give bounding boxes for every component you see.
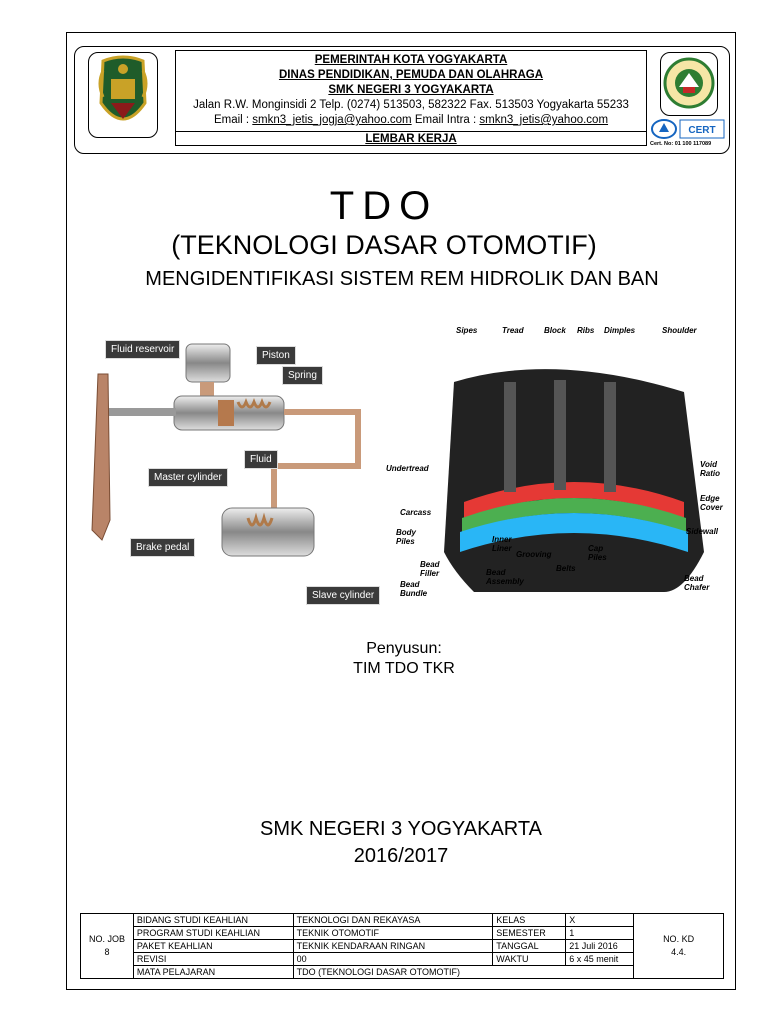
label-spring: Spring — [282, 366, 323, 385]
table-row — [81, 940, 724, 953]
email-intra-label: Email Intra : — [411, 114, 480, 126]
footer-school-name: SMK NEGERI 3 YOGYAKARTA — [260, 818, 542, 840]
table-row — [81, 914, 724, 927]
table-cell: REVISI — [133, 953, 293, 966]
hydraulic-brake-diagram — [78, 330, 380, 610]
job-info-table — [80, 913, 724, 979]
table-row — [81, 953, 724, 966]
no-kd-cell — [634, 914, 724, 979]
label-bead-chafer: Bead Chafer — [684, 574, 710, 592]
school-name: SMK NEGERI 3 YOGYAKARTA — [328, 84, 494, 96]
tire-anatomy-diagram — [384, 322, 724, 602]
table-cell: 21 Juli 2016 — [566, 940, 634, 953]
label-sidewall: Sidewall — [686, 527, 719, 536]
label-void-ratio: Void Ratio — [700, 460, 720, 478]
label-ribs: Ribs — [577, 326, 595, 335]
table-cell: TDO (TEKNOLOGI DASAR OTOMOTIF) — [293, 966, 633, 979]
no-kd-label: NO. KD — [663, 934, 695, 944]
label-fluid: Fluid — [244, 450, 278, 469]
cert-label: CERT — [688, 125, 716, 136]
table-cell: 6 x 45 menit — [566, 953, 634, 966]
table-cell: X — [566, 914, 634, 927]
label-inner-liner: Inner Liner — [492, 535, 512, 553]
table-cell: KELAS — [493, 914, 566, 927]
sheet-title: LEMBAR KERJA — [175, 131, 647, 147]
cert-number: Cert. No: 01 100 117089 — [650, 141, 712, 147]
table-cell: BIDANG STUDI KEAHLIAN — [133, 914, 293, 927]
no-job-label: NO. JOB — [88, 934, 125, 944]
table-cell: TANGGAL — [493, 940, 566, 953]
label-tread: Tread — [502, 326, 524, 335]
table-cell: 00 — [293, 953, 493, 966]
government-name: PEMERINTAH KOTA YOGYAKARTA — [314, 54, 508, 66]
label-bead-filler: Bead Filler — [420, 560, 440, 578]
school-address: Jalan R.W. Monginsidi 2 Telp. (0274) 513503, 582322 Fax. 513503 Yogyakarta 55233 — [193, 99, 629, 111]
label-piston: Piston — [256, 346, 296, 365]
label-edge-cover: Edge Cover — [700, 494, 723, 512]
label-block: Block — [544, 326, 566, 335]
table-cell: PAKET KEAHLIAN — [133, 940, 293, 953]
table-cell: TEKNIK OTOMOTIF — [293, 927, 493, 940]
table-cell: SEMESTER — [493, 927, 566, 940]
department-name: DINAS PENDIDIKAN, PEMUDA DAN OLAHRAGA — [278, 69, 544, 81]
table-cell: MATA PELAJARAN — [133, 966, 293, 979]
label-grooving: Grooving — [516, 550, 552, 559]
label-cap-piles: Cap Piles — [588, 544, 607, 562]
table-row — [81, 927, 724, 940]
table-cell: TEKNIK KENDARAAN RINGAN — [293, 940, 493, 953]
page-title-full: (TEKNOLOGI DASAR OTOMOTIF) — [171, 230, 597, 260]
footer-year: 2016/2017 — [353, 845, 449, 867]
email-label: Email : — [213, 114, 253, 126]
label-brake-pedal: Brake pedal — [130, 538, 195, 557]
table-cell: TEKNOLOGI DAN REKAYASA — [293, 914, 493, 927]
label-fluid-reservoir: Fluid reservoir — [105, 340, 180, 359]
label-master-cylinder: Master cylinder — [148, 468, 228, 487]
label-belts: Belts — [556, 564, 576, 573]
label-shoulder: Shoulder — [662, 326, 697, 335]
label-slave-cylinder: Slave cylinder — [306, 586, 380, 605]
table-row — [81, 966, 724, 979]
table-cell: 1 — [566, 927, 634, 940]
page-subtitle: MENGIDENTIFIKASI SISTEM REM HIDROLIK DAN BAN — [145, 268, 659, 290]
city-emblem-logo — [88, 52, 158, 138]
email-link[interactable]: smkn3_jetis_jogja@yahoo.com — [252, 114, 412, 126]
label-undertread: Undertread — [386, 464, 429, 473]
email-line — [176, 113, 646, 128]
table-cell: PROGRAM STUDI KEAHLIAN — [133, 927, 293, 940]
author-label: Penyusun: — [366, 640, 442, 657]
no-kd-value: 4.4. — [671, 947, 687, 957]
school-logo — [660, 52, 718, 116]
table-cell: WAKTU — [493, 953, 566, 966]
page-title-abbr: TDO — [329, 184, 439, 228]
email-intra-link[interactable]: smkn3_jetis@yahoo.com — [479, 114, 609, 126]
no-job-cell — [81, 914, 134, 979]
label-carcass: Carcass — [400, 508, 432, 517]
label-bead-assembly: Bead Assembly — [486, 568, 524, 586]
label-sipes: Sipes — [456, 326, 478, 335]
author-name: TIM TDO TKR — [353, 660, 455, 677]
label-bead-bundle: Bead Bundle — [400, 580, 428, 598]
label-body-piles: Body Piles — [396, 528, 416, 546]
no-job-value: 8 — [104, 947, 110, 957]
label-dimples: Dimples — [604, 326, 636, 335]
